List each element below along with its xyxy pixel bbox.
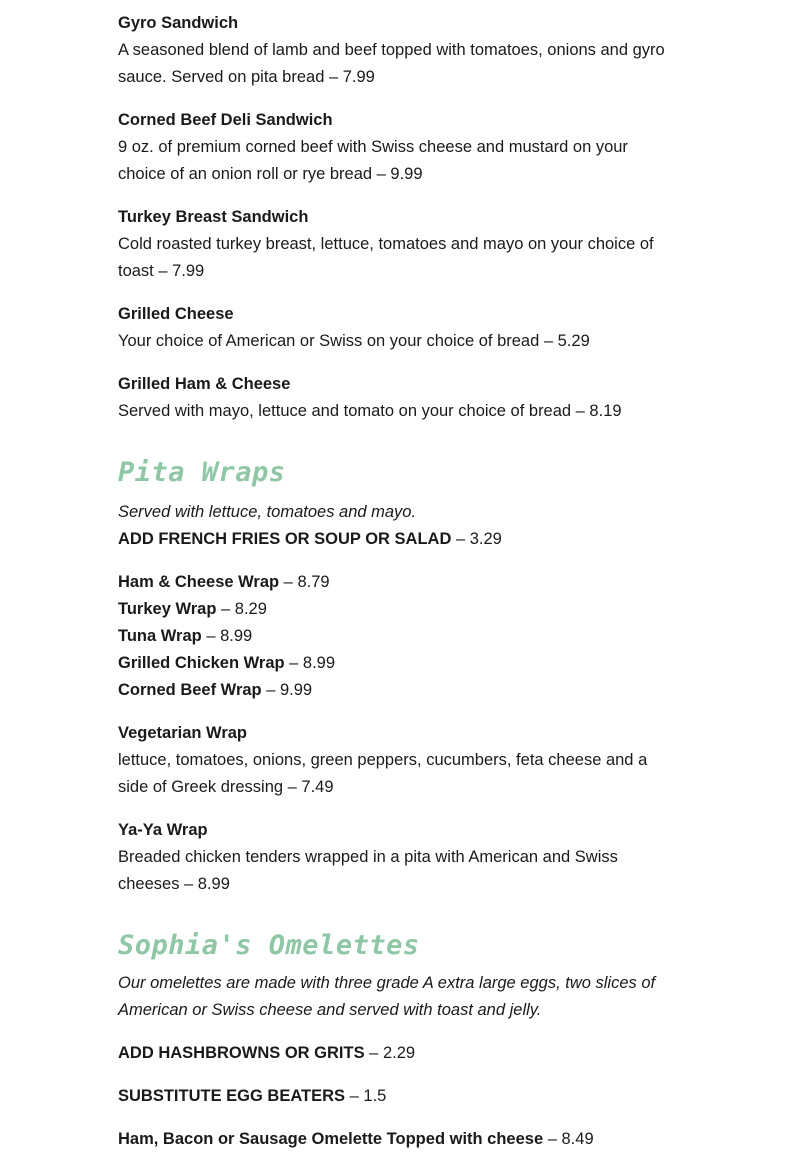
menu-item-ham-bacon-sausage-omelette [118,1126,678,1153]
menu-item-grilled-cheese [118,301,678,355]
wrap-price: – 8.99 [284,654,336,672]
wrap-price: – 8.29 [216,600,267,618]
section-title-omelettes: Sophia's Omelettes [118,930,420,961]
item-name: Grilled Cheese [118,305,234,323]
addon-price: – 1.5 [345,1087,387,1105]
menu-item-corned-beef-deli-sandwich [118,107,678,188]
wrap-price: – 8.99 [201,627,253,645]
item-description: Served with mayo, lettuce and tomato on your choice of bread – 8.19 [118,402,622,420]
wrap-item-ham-cheese [118,569,678,596]
menu-item-yaya-wrap [118,817,678,898]
menu-item-gyro-sandwich [118,10,678,91]
wrap-name: Corned Beef Wrap [118,681,262,699]
addon-price: – 2.29 [364,1044,416,1062]
wrap-item-corned-beef [118,677,678,704]
wrap-item-grilled-chicken [118,650,678,677]
menu-content [118,10,678,1169]
menu-item-grilled-ham-cheese [118,371,678,425]
wrap-name: Tuna Wrap [118,627,202,645]
omelettes-addon-hashbrowns [118,1040,678,1067]
addon-price: – 3.29 [451,530,502,548]
item-price: – 8.49 [543,1130,594,1148]
item-description: Cold roasted turkey breast, lettuce, tomatoes and mayo on your choice of toast – 7.99 [118,235,654,280]
wrap-list [118,569,678,704]
menu-item-turkey-breast-sandwich [118,204,678,285]
item-name: Vegetarian Wrap [118,724,247,742]
addon-label: ADD FRENCH FRIES OR SOUP OR SALAD [118,530,452,548]
item-name: Gyro Sandwich [118,14,239,32]
wrap-item-tuna [118,623,678,650]
wrap-item-turkey [118,596,678,623]
wrap-name: Turkey Wrap [118,600,217,618]
item-name: Ham, Bacon or Sausage Omelette Topped with cheese [118,1130,544,1148]
item-description: Your choice of American or Swiss on your choice of bread – 5.29 [118,332,590,350]
omelettes-addon-egg-beaters [118,1083,678,1110]
section-title-pita-wraps: Pita Wraps [118,457,286,488]
wrap-name: Ham & Cheese Wrap [118,573,280,591]
addon-label: ADD HASHBROWNS OR GRITS [118,1044,365,1062]
item-description: lettuce, tomatoes, onions, green peppers, cucumbers, feta cheese and a side of Greek dressing – 7.49 [118,751,648,796]
menu-item-vegetarian-wrap [118,720,678,801]
item-name: Grilled Ham & Cheese [118,375,291,393]
item-description: A seasoned blend of lamb and beef topped with tomatoes, onions and gyro sauce. Served on pita bread – 7.99 [118,41,665,86]
item-description: Breaded chicken tenders wrapped in a pita with American and Swiss cheeses – 8.99 [118,848,618,893]
addon-label: SUBSTITUTE EGG BEATERS [118,1087,346,1105]
item-name: Corned Beef Deli Sandwich [118,111,333,129]
pita-addon [118,526,678,553]
wrap-price: – 8.79 [279,573,330,591]
item-name: Ya-Ya Wrap [118,821,208,839]
wrap-price: – 9.99 [261,681,313,699]
pita-intro: Served with lettuce, tomatoes and mayo. [118,503,417,521]
item-name: Turkey Breast Sandwich [118,208,309,226]
item-description: 9 oz. of premium corned beef with Swiss cheese and mustard on your choice of an onion roll or rye bread – 9.99 [118,138,628,183]
wrap-name: Grilled Chicken Wrap [118,654,285,672]
omelettes-intro: Our omelettes are made with three grade A extra large eggs, two slices of American or Swiss cheese and served with toast and jelly. [118,974,656,1019]
